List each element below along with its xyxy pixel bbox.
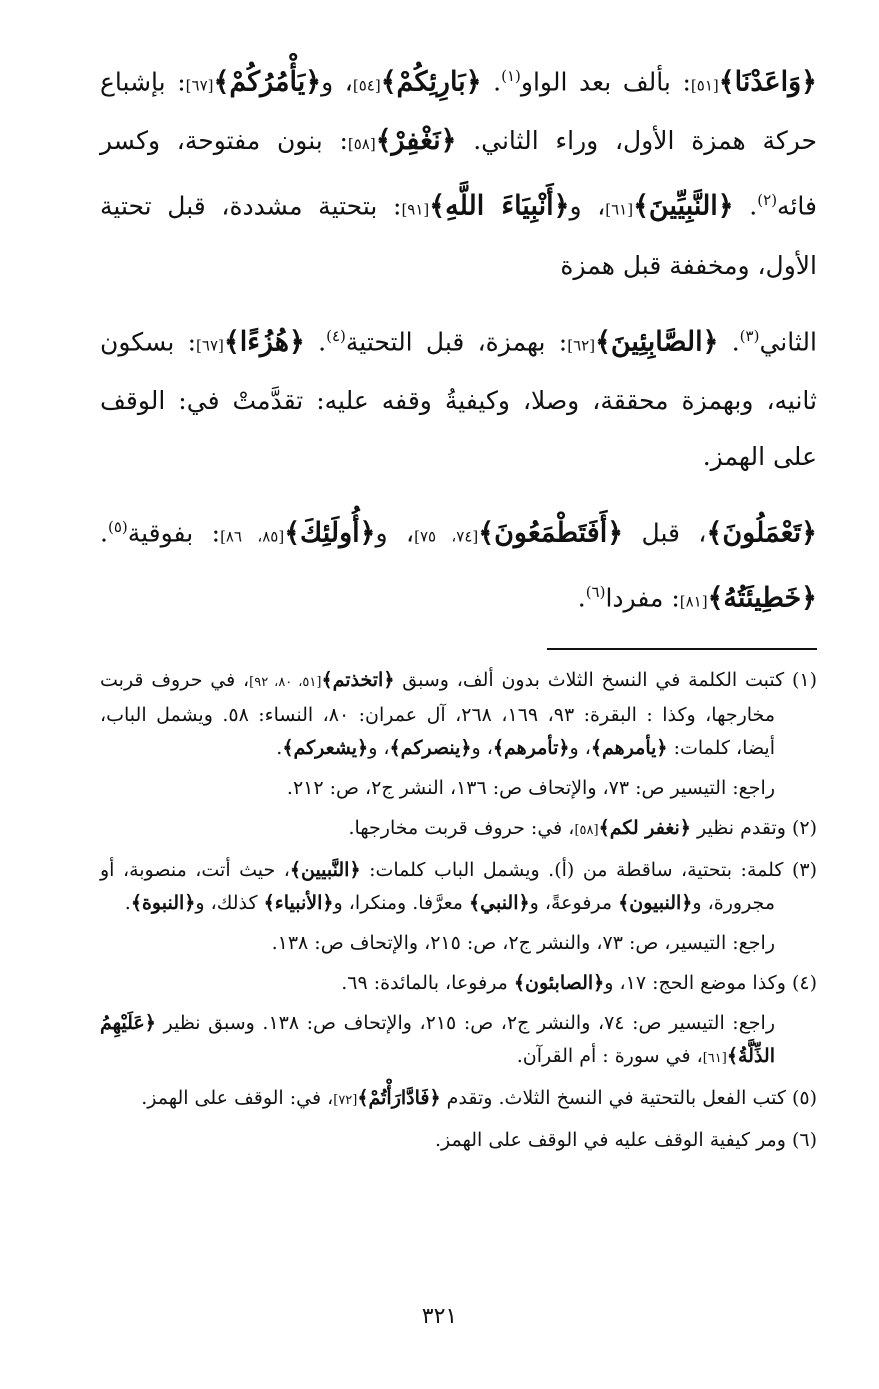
quran-word: ﴿تَعْمَلُونَ﴾ (706, 517, 818, 549)
quran-word: ﴿ينصركم﴾ (389, 736, 472, 759)
verse-reference: [٦١] (702, 1050, 727, 1066)
footnote-marker: (٦) (585, 583, 606, 602)
text-segment: ، و (569, 191, 606, 221)
text-segment: : بسكون ثانيه، وبهمزة محققة، وصلا، وكيفيةُ وقفه عليه: تقدَّمتْ في: الوقف على الهمز. (100, 326, 817, 471)
quran-word: ﴿تأمرهم﴾ (492, 736, 570, 759)
text-segment: ، و (471, 736, 493, 759)
footnote-marker: (٤) (326, 326, 346, 345)
text-segment: (٤) وكذا موضع الحج: ١٧، و (604, 971, 817, 994)
text-segment: . (276, 736, 283, 759)
quran-word: ﴿هُزُءًا﴾ (223, 325, 305, 357)
verse-reference: [٥١، ٨٠، ٩٢] (249, 674, 322, 690)
text-segment: ، و (321, 67, 353, 97)
text-segment: . (718, 326, 740, 356)
quran-word: ﴿اتخذتم﴾ (321, 668, 395, 691)
quran-word: ﴿أَنْبِيَاءَ اللَّهِ﴾ (429, 190, 570, 222)
footnote-marker: (٢) (757, 191, 778, 210)
footnote (100, 967, 817, 1000)
text-segment: ، في: الوقف على الهمز. (141, 1086, 334, 1109)
text-segment: (٦) ومر كيفية الوقف عليه في الوقف على الهمز. (434, 1128, 817, 1151)
footnote-marker: (٥) (107, 517, 128, 536)
text-segment: . (304, 326, 327, 356)
text-segment: . (733, 191, 758, 221)
quran-word: ﴿الصَّابِئِينَ﴾ (595, 325, 719, 357)
text-segment: ، و (375, 518, 415, 548)
text-segment: ، حيث أتت، منصوبة، أو مجرورة، و (100, 858, 775, 914)
text-segment: (٣) كلمة: بتحتية، ساقطة من (أ). ويشمل الباب كلمات: (360, 858, 817, 881)
quran-word: ﴿فَادَّارَأْتُمْ﴾ (357, 1086, 441, 1109)
verse-reference: [٧٢] (333, 1092, 358, 1108)
text-segment: كذلك، و (195, 891, 264, 914)
footnote-marker: (١) (501, 67, 521, 85)
footnotes (100, 664, 817, 1157)
quran-word: ﴿الصابئون﴾ (513, 971, 605, 994)
paragraph (100, 48, 817, 294)
footnote-reference (100, 772, 817, 805)
text-segment: . (100, 518, 108, 548)
text-segment: ، في سورة : أم القرآن. (516, 1044, 703, 1067)
quran-word: ﴿الأنبياء﴾ (263, 891, 334, 914)
quran-word: ﴿بَارِئِكُمْ﴾ (380, 66, 482, 98)
paragraph (100, 308, 817, 485)
text-segment: ، و (368, 736, 390, 759)
text-segment: معرَّفا. ومنكرا، و (333, 891, 469, 914)
verse-reference: [٥١] (690, 76, 719, 95)
text-segment: : بتحتية مشددة، قبل تحتية الأول، ومخففة قبل همزة (100, 191, 817, 280)
footnote (100, 854, 817, 920)
footnote-reference (100, 927, 817, 960)
text-segment: : مفردا (605, 583, 680, 613)
text-segment: : بفوقية (127, 518, 221, 548)
footnote-marker: (٣) (739, 326, 760, 345)
quran-word: ﴿النَّبِيِّينَ﴾ (633, 190, 734, 222)
text-segment: مرفوعةً، و (529, 891, 619, 914)
footnote (100, 1082, 817, 1117)
text-segment: . (124, 891, 131, 914)
text-segment: (٥) كتب الفعل بالتحتية في النسخ الثلاث. وتقدم (440, 1086, 817, 1109)
text-segment: راجع: التيسير، ص: ٧٣، والنشر ج٢، ص: ٢١٥، والإتحاف ص: ١٣٨. (271, 931, 775, 954)
verse-reference: [٦٧] (196, 335, 224, 354)
quran-word: ﴿النبي﴾ (469, 891, 530, 914)
text-segment: راجع: التيسير ص: ٧٤، والنشر ج٢، ص: ٢١٥، والإتحاف ص: ١٣٨. وسبق نظير (155, 1011, 776, 1034)
verse-reference: [٦١] (605, 200, 634, 219)
quran-word: ﴿نَغْفِرْ﴾ (375, 125, 457, 157)
verse-reference: [٨١] (679, 592, 708, 611)
quran-word: ﴿نغفر لكم﴾ (598, 816, 691, 839)
main-text (100, 48, 817, 630)
paragraph (100, 499, 817, 630)
page-number: ٣٢١ (421, 1304, 458, 1329)
text-segment: (٢) وتقدم نظير (690, 816, 817, 839)
text-segment: (١) كتبت الكلمة في النسخ الثلاث بدون ألف، وسبق (394, 668, 818, 691)
verse-reference: [٥٤] (352, 76, 381, 95)
verse-reference: [٦٧] (185, 76, 214, 95)
verse-reference: [٦٢] (567, 335, 596, 354)
text-segment: : بألف بعد الواو (520, 67, 691, 97)
footnote-separator (547, 648, 817, 650)
verse-reference: [٨٥، ٨٦] (220, 527, 285, 546)
text-segment: الثاني (759, 326, 817, 356)
text-segment: راجع: التيسير ص: ٧٣، والإتحاف ص: ١٣٦، النشر ج٢، ص: ٢١٢. (286, 776, 775, 799)
verse-reference: [٥٨] (347, 135, 376, 154)
text-segment: : بنون مفتوحة، وكسر فائه (100, 126, 817, 221)
text-segment: : بهمزة، قبل التحتية (345, 326, 568, 356)
quran-word: ﴿وَاعَدْنَا﴾ (718, 66, 817, 98)
quran-word: ﴿أَفَتَطْمَعُونَ﴾ (478, 517, 624, 549)
text-segment: ، في: حروف قربت مخارجها. (348, 816, 575, 839)
verse-reference: [٧٤، ٧٥] (414, 527, 479, 546)
text-segment: ، و (569, 736, 591, 759)
quran-word: ﴿أُولَئِكَ﴾ (284, 517, 376, 549)
quran-word: ﴿يَأْمُرُكُمْ﴾ (213, 66, 322, 98)
footnote (100, 812, 817, 847)
quran-word: ﴿خَطِيئَتُهُ﴾ (707, 582, 817, 614)
verse-reference: [٥٨] (574, 822, 599, 838)
verse-reference: [٩١] (401, 200, 430, 219)
footnote (100, 1124, 817, 1157)
footnote (100, 664, 817, 765)
text-segment: ، في حروف قربت مخارجها، وكذا : البقرة: ٩٣، ١٦٩، ٢٦٨، آل عمران: ٨٠، النساء: ٥٨. ويشمل الباب، أيضا، كلمات: (100, 668, 776, 759)
text-segment: . (577, 583, 586, 613)
text-segment: . (481, 67, 502, 97)
text-segment: ، قبل (623, 518, 707, 548)
quran-word: ﴿عَلَيْهِمُ الذِّلَّةُ﴾ (100, 1011, 775, 1067)
quran-word: ﴿يأمرهم﴾ (590, 736, 668, 759)
quran-word: ﴿يشعركم﴾ (282, 736, 369, 759)
quran-word: ﴿النبيون﴾ (618, 891, 693, 914)
text-segment: مرفوعا، بالمائدة: ٦٩. (341, 971, 514, 994)
quran-word: ﴿النبوة﴾ (130, 891, 196, 914)
text-segment: : بإشباع حركة همزة الأول، وراء الثاني. (100, 67, 817, 156)
quran-word: ﴿النَّبيين﴾ (289, 858, 361, 881)
footnote-reference (100, 1007, 817, 1075)
